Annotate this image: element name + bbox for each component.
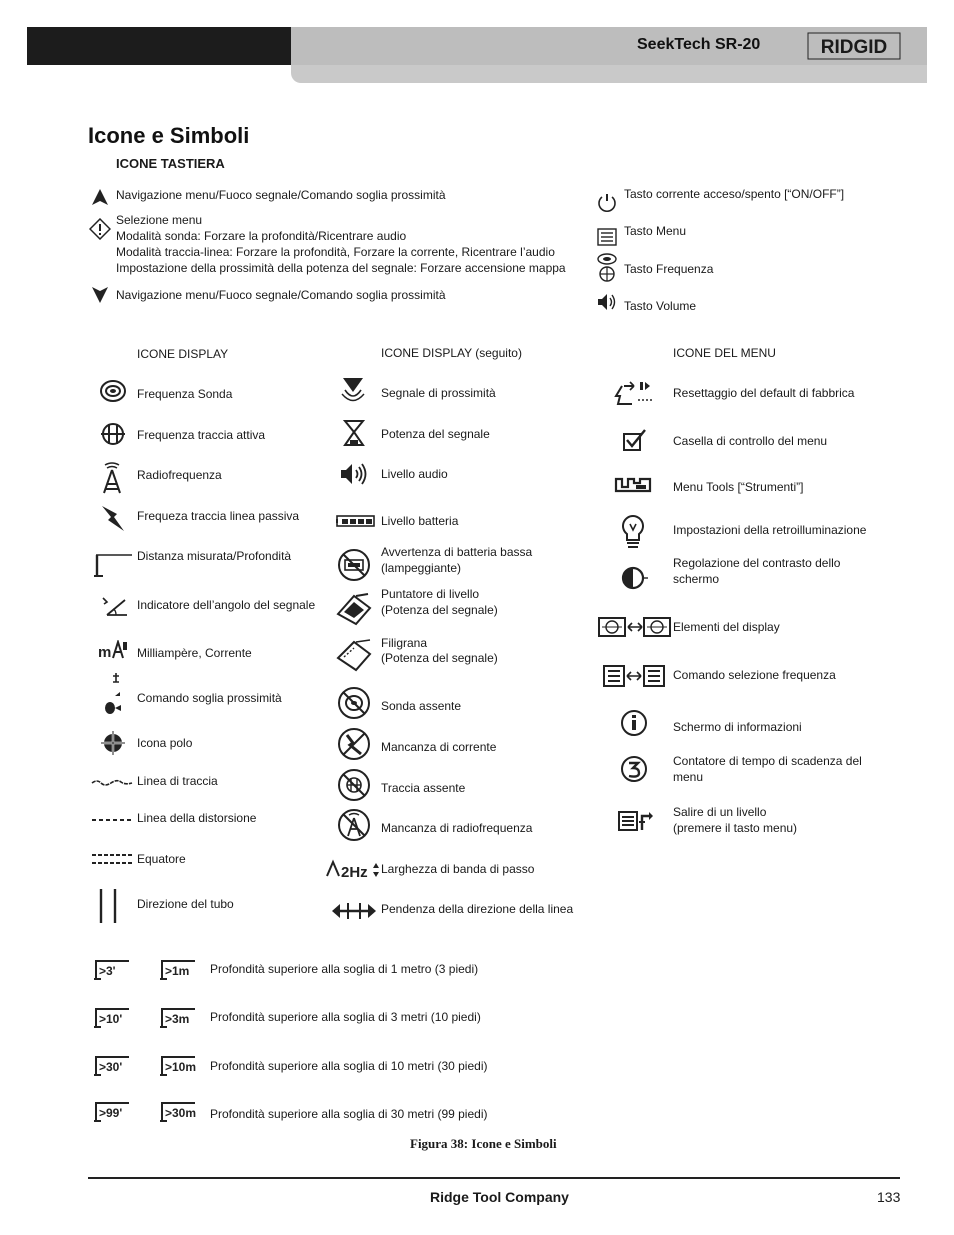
display-item-10: Linea della distorsione: [137, 811, 257, 825]
depth-imperial-icon-2: [93, 1055, 131, 1077]
display2-item-7: (Potenza del segnale): [381, 603, 498, 617]
display2-item-8: Filigrana: [381, 636, 428, 650]
passive-trace-icon: [99, 503, 127, 533]
trace-line-icon: [91, 775, 133, 787]
signal-angle-icon: [99, 595, 129, 617]
display-item-3: Frequeza traccia linea passiva: [137, 509, 300, 523]
keypad-heading: ICONE TASTIERA: [116, 156, 225, 171]
menu-checkbox-icon: [621, 428, 647, 452]
no-current-icon: [337, 727, 371, 761]
audio-level-icon: [339, 462, 369, 486]
proximity-threshold-icon: [102, 670, 124, 718]
information-icon: [620, 709, 648, 737]
display-heading: ICONE DISPLAY: [137, 347, 229, 361]
product-model: SeekTech SR-20: [637, 36, 761, 53]
svg-text:RIDGID: RIDGID: [820, 37, 888, 58]
menu-item-9: Contatore di tempo di scadenza del: [673, 754, 862, 768]
menu-item-11: Salire di un livello: [673, 805, 767, 819]
active-trace-frequency-icon: [100, 422, 126, 446]
display-item-1: Frequenza traccia attiva: [137, 428, 266, 442]
display-item-5: Indicatore dell’angolo del segnale: [137, 598, 316, 612]
display2-heading: ICONE DISPLAY (seguito): [381, 346, 522, 360]
depth-metric-icon-2: [159, 1055, 197, 1077]
display2-item-3: Livello batteria: [381, 514, 459, 528]
svg-text:m: m: [98, 644, 112, 660]
svg-text:>1m: >1m: [165, 964, 190, 978]
display2-item-15: Pendenza della direzione della linea: [381, 902, 574, 916]
battery-level-icon: [336, 514, 376, 528]
no-radio-frequency-icon: [337, 808, 371, 842]
keypad-volume-text: Tasto Volume: [624, 299, 697, 313]
display2-item-4: Avvertenza di batteria bassa: [381, 545, 533, 559]
keypad-menu-text: Tasto Menu: [624, 224, 687, 238]
svg-text:>10': >10': [99, 1012, 123, 1026]
header-strip: [291, 65, 927, 83]
display-item-7: Comando soglia prossimità: [137, 691, 282, 705]
menu-item-12: (premere il tasto menu): [673, 821, 798, 835]
display2-item-1: Potenza del segnale: [381, 427, 490, 441]
contrast-icon: [620, 564, 648, 592]
depth-icon: [93, 552, 133, 578]
down-arrow-icon: [91, 286, 109, 304]
depth-metric-icon-3: [159, 1101, 197, 1123]
menu-item-7: Comando selezione frequenza: [673, 668, 836, 682]
display2-item-13: Mancanza di radiofrequenza: [381, 821, 533, 835]
depth-label-3: Profondità superiore alla soglia di 30 metri (99 piedi): [210, 1107, 488, 1121]
volume-key-icon: [596, 292, 618, 312]
menu-item-4: Regolazione del contrasto dello: [673, 556, 841, 570]
svg-text:>30m: >30m: [165, 1106, 197, 1120]
display-item-0: Frequenza Sonda: [137, 387, 233, 401]
backlight-settings-icon: [621, 514, 645, 552]
svg-text:>99': >99': [99, 1106, 123, 1120]
pipe-direction-icon: [96, 888, 120, 924]
display-item-4: Distanza misurata/Profondità: [137, 549, 292, 563]
menu-item-6: Elementi del display: [673, 620, 780, 634]
no-trace-icon: [337, 768, 371, 802]
menu-item-5: schermo: [673, 572, 720, 586]
footer-company: Ridge Tool Company: [430, 1189, 569, 1205]
depth-imperial-icon-0: [93, 959, 131, 981]
low-battery-warning-icon: [337, 548, 371, 582]
pole-icon: [101, 730, 125, 756]
menu-icons-heading: ICONE DEL MENU: [673, 346, 776, 360]
sonde-frequency-icon: [99, 379, 127, 403]
keypad-up-text: Navigazione menu/Fuoco segnale/Comando soglia prossimità: [116, 188, 446, 202]
keypad-select-line2: Modalità sonda: Forzare la profondità/Ricentrare audio: [116, 229, 407, 243]
depth-label-0: Profondità superiore alla soglia di 1 metro (3 piedi): [210, 962, 479, 976]
distortion-line-icon: [92, 817, 132, 823]
depth-label-1: Profondità superiore alla soglia di 3 metri (10 piedi): [210, 1010, 481, 1024]
svg-text:>3m: >3m: [165, 1012, 190, 1026]
menu-item-8: Schermo di informazioni: [673, 720, 802, 734]
display-item-12: Direzione del tubo: [137, 897, 234, 911]
frequency-key-icon: [596, 252, 618, 282]
depth-metric-icon-1: [159, 1007, 197, 1029]
bandwidth-icon-text: 2Hz: [341, 864, 368, 881]
tools-menu-icon: [614, 473, 654, 497]
select-key-icon: [89, 218, 111, 240]
signal-strength-icon: [342, 419, 366, 447]
display2-item-9: (Potenza del segnale): [381, 651, 498, 665]
display-item-6: Milliampère, Corrente: [137, 646, 252, 660]
display-elements-icon: [598, 616, 672, 638]
display2-item-14: Larghezza di banda di passo: [381, 862, 535, 876]
proximity-signal-icon: [339, 376, 367, 404]
keypad-down-text: Navigazione menu/Fuoco segnale/Comando soglia prossimità: [116, 288, 446, 302]
keypad-select-line3: Modalità traccia-linea: Forzare la profondità, Forzare la corrente, Ricentrare l’audio: [116, 245, 555, 259]
depth-imperial-icon-1: [93, 1007, 131, 1029]
up-arrow-icon: [91, 188, 109, 206]
level-up-icon: [617, 810, 653, 832]
footer-rule: [88, 1177, 900, 1179]
menu-item-10: menu: [673, 770, 704, 784]
equator-icon: [92, 852, 132, 866]
menu-key-icon: [597, 228, 617, 246]
page-title: Icone e Simboli: [88, 123, 250, 148]
display2-item-5: (lampeggiante): [381, 561, 462, 575]
level-pointer-icon: [336, 592, 374, 626]
display2-item-10: Sonda assente: [381, 699, 462, 713]
display2-item-6: Puntatore di livello: [381, 587, 480, 601]
line-direction-slope-icon: [331, 899, 377, 923]
figure-caption: Figura 38: Icone e Simboli: [410, 1136, 557, 1151]
keypad-power-text: Tasto corrente acceso/spento [“ON/OFF”]: [624, 187, 845, 201]
keypad-select-line4: Impostazione della prossimità della potenza del segnale: Forzare accensione mappa: [116, 261, 566, 275]
menu-item-0: Resettaggio del default di fabbrica: [673, 386, 855, 400]
depth-metric-icon-0: [159, 959, 197, 981]
milliamp-icon: [97, 640, 129, 660]
display2-item-11: Mancanza di corrente: [381, 740, 497, 754]
page-number: 133: [877, 1189, 901, 1205]
power-icon: [596, 192, 618, 214]
display-item-2: Radiofrequenza: [137, 468, 222, 482]
display-item-11: Equatore: [137, 852, 186, 866]
menu-timeout-icon: [620, 754, 648, 784]
no-sonde-icon: [337, 686, 371, 720]
display-item-9: Linea di traccia: [137, 774, 218, 788]
header-dark-bar: [27, 27, 292, 65]
bandwidth-icon: [326, 858, 382, 882]
display2-item-2: Livello audio: [381, 467, 448, 481]
watermark-icon: [336, 638, 374, 672]
menu-item-1: Casella di controllo del menu: [673, 434, 828, 448]
depth-imperial-icon-3: [93, 1101, 131, 1123]
keypad-select-line1: Selezione menu: [116, 213, 203, 227]
keypad-frequency-text: Tasto Frequenza: [624, 262, 714, 276]
display2-item-0: Segnale di prossimità: [381, 386, 496, 400]
menu-item-3: Impostazioni della retroilluminazione: [673, 523, 867, 537]
factory-reset-icon: [612, 380, 656, 410]
svg-text:>10m: >10m: [165, 1060, 197, 1074]
menu-item-2: Menu Tools [“Strumenti”]: [673, 480, 804, 494]
ridgid-logo: [807, 32, 901, 60]
display-item-8: Icona polo: [137, 736, 193, 750]
depth-label-2: Profondità superiore alla soglia di 10 metri (30 piedi): [210, 1059, 488, 1073]
frequency-selection-icon: [602, 664, 666, 688]
svg-text:>30': >30': [99, 1060, 123, 1074]
svg-text:>3': >3': [99, 964, 116, 978]
radio-frequency-icon: [101, 462, 123, 494]
display2-item-12: Traccia assente: [381, 781, 466, 795]
